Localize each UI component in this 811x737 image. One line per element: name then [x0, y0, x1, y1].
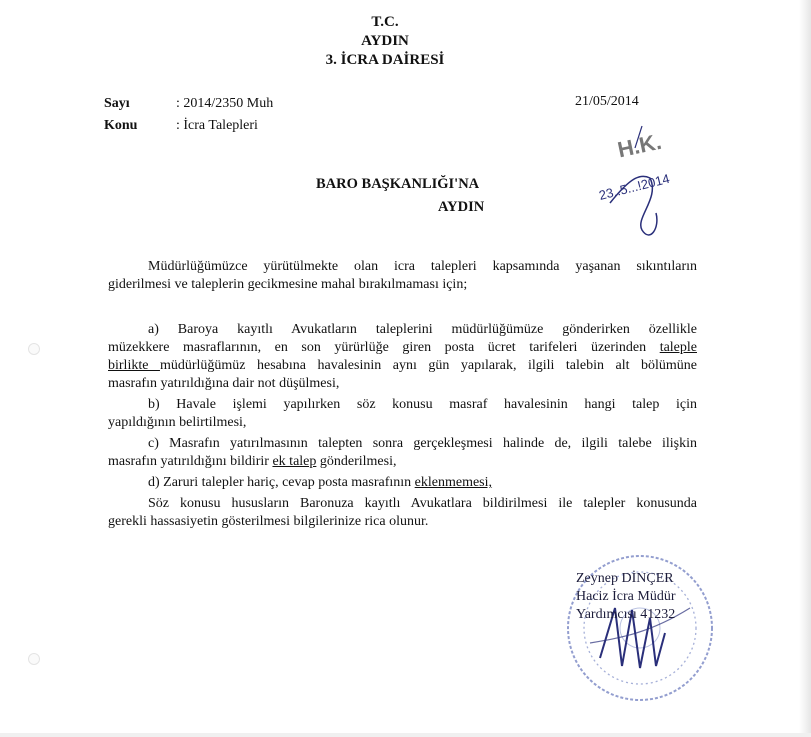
- item-d-underlined-eklenmemesi: eklenmemesi,: [414, 475, 493, 490]
- item-b-line1: b) Havale işlemi yapılırken söz konusu masraf havalesinin hangi talep için: [148, 397, 697, 412]
- sayi-value: : 2014/2350 Muh: [176, 96, 274, 111]
- item-d-text: d) Zaruri talepler hariç, cevap posta masrafının: [148, 475, 415, 490]
- received-date: 23..5...!2014: [597, 170, 672, 203]
- konu-label: Konu: [104, 118, 138, 133]
- item-a-line3: [108, 357, 697, 375]
- received-stamp-handwriting: [580, 118, 730, 248]
- scan-edge-bottom: [0, 733, 811, 737]
- closing-line2: gerekli hassasiyetin gösterilmesi bilgilerinize rica olunur.: [108, 514, 429, 529]
- header-city: AYDIN: [361, 33, 409, 49]
- intro-line2: giderilmesi ve taleplerin gecikmesine mahal bırakılmaması için;: [108, 277, 468, 292]
- item-a-line2-text: müzekkere masraflarının, en son yürürlüğe giren posta ücret tarifeleri üzerinden: [108, 340, 660, 355]
- item-a-underlined-birlikte: birlikte: [108, 358, 160, 373]
- item-a-line3-text: müdürlüğümüz hesabına havalesinin aynı gün yapılarak, ilgili talebin alt bölümüne: [159, 358, 697, 373]
- item-c-line2-end: gönderilmesi,: [316, 454, 397, 469]
- item-a-line1: a) Baroya kayıtlı Avukatların taleplerini müdürlüğümüze gönderirken özellikle: [148, 322, 697, 337]
- header-tc: T.C.: [371, 14, 399, 30]
- item-c-line2-text: masrafın yatırıldığını bildirir: [108, 454, 273, 469]
- item-a-underlined-taleple: taleple: [659, 340, 697, 355]
- intro-line1: Müdürlüğümüzce yürütülmekte olan icra talepleri kapsamında yaşanan sıkıntıların: [148, 259, 697, 274]
- header-office: 3. İCRA DAİRESİ: [325, 52, 445, 68]
- signer-title2: Yardımcısı 41232: [576, 607, 676, 622]
- addressee-line1: BARO BAŞKANLIĞI'NA: [316, 176, 480, 192]
- item-d-line: [148, 474, 492, 492]
- document-date: 21/05/2014: [575, 94, 639, 109]
- punch-hole-mark: [28, 653, 40, 665]
- received-initials: H.K.: [615, 128, 664, 163]
- sayi-label: Sayı: [104, 96, 130, 111]
- signer-name: Zeynep DİNÇER: [576, 571, 674, 586]
- item-a-line4: masrafın yatırıldığına dair not düşülmesi,: [108, 376, 340, 391]
- signer-title: Haciz İcra Müdür: [576, 589, 676, 604]
- konu-value: : İcra Talepleri: [176, 118, 258, 133]
- addressee-line2: AYDIN: [438, 199, 485, 215]
- item-c-underlined-ek-talep: ek talep: [272, 454, 317, 469]
- scan-edge-right: [799, 0, 811, 737]
- closing-line1: Söz konusu hususların Baronuza kayıtlı Avukatlara bildirilmesi ile talepler konusunda: [148, 496, 697, 511]
- item-a-line2: [108, 339, 697, 357]
- item-c-line1: c) Masrafın yatırılmasının talepten sonra gerçekleşmesi halinde de, ilgili talebe ilişkin: [148, 436, 697, 451]
- punch-hole-mark: [28, 343, 40, 355]
- item-c-line2: [108, 453, 397, 471]
- item-b-line2: yapıldığının belirtilmesi,: [108, 415, 247, 430]
